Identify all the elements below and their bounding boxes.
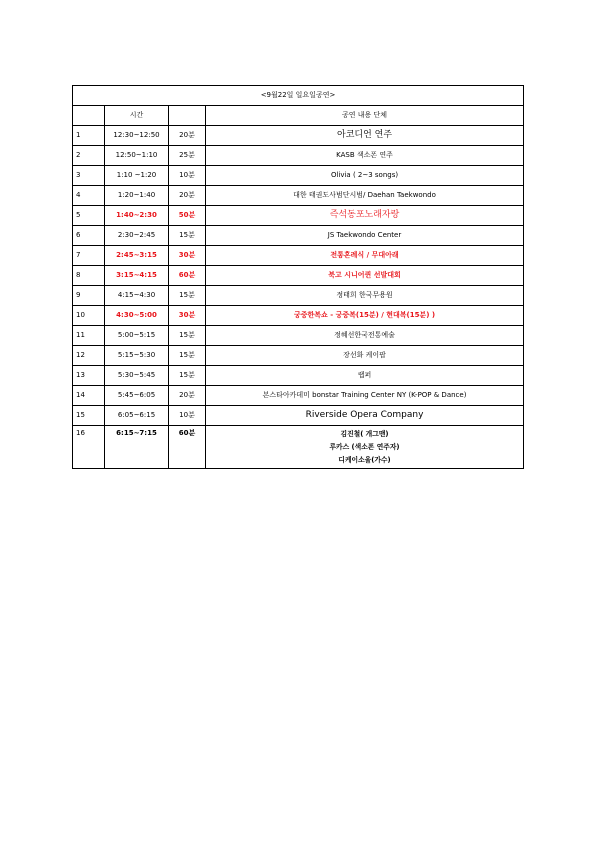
row-duration: 25분: [169, 146, 206, 166]
row-time: 1:20~1:40: [105, 186, 169, 206]
row-time: 5:00~5:15: [105, 326, 169, 346]
row-time: 4:15~4:30: [105, 286, 169, 306]
performance-line: Olivia ( 2~3 songs): [330, 171, 399, 179]
header-performance: 공연 내용 단체: [206, 106, 524, 126]
row-number: 11: [73, 326, 105, 346]
row-time: 6:15~7:15: [105, 426, 169, 469]
row-time: 3:15~4:15: [105, 266, 169, 286]
performance-line: 랩퍼: [357, 371, 372, 379]
row-performance: [206, 266, 524, 286]
row-number: 10: [73, 306, 105, 326]
table-row: [73, 426, 524, 469]
row-number: 12: [73, 346, 105, 366]
schedule-title: <9월22일 일요일공연>: [73, 86, 524, 106]
row-time: 5:45~6:05: [105, 386, 169, 406]
row-performance: [206, 146, 524, 166]
table-row: [73, 246, 524, 266]
table-row: [73, 186, 524, 206]
row-duration: 15분: [169, 286, 206, 306]
performance-line: 대한 태권도사범단시범/ Daehan Taekwondo: [293, 191, 436, 199]
table-row: [73, 326, 524, 346]
table-row: [73, 406, 524, 426]
row-time: 1:10 ~1:20: [105, 166, 169, 186]
row-performance: [206, 186, 524, 206]
performance-line: 북고 시니어퀸 선발대회: [328, 271, 401, 279]
row-number: 8: [73, 266, 105, 286]
table-row: [73, 126, 524, 146]
performance-line: 정태희 한국무용원: [336, 291, 393, 299]
table-row: [73, 146, 524, 166]
row-time: 2:45~3:15: [105, 246, 169, 266]
row-performance: [206, 346, 524, 366]
row-duration: 50분: [169, 206, 206, 226]
performance-line: KASB 색소폰 연주: [336, 151, 393, 159]
performance-line: 정혜선한국전통예술: [334, 331, 395, 339]
row-duration: 60분: [169, 426, 206, 469]
row-time: 1:40~2:30: [105, 206, 169, 226]
row-time: 12:50~1:10: [105, 146, 169, 166]
row-duration: 30분: [169, 306, 206, 326]
header-time: 시간: [105, 106, 169, 126]
row-time: 2:30~2:45: [105, 226, 169, 246]
table-row: [73, 386, 524, 406]
row-time: 12:30~12:50: [105, 126, 169, 146]
row-number: 7: [73, 246, 105, 266]
row-duration: 20분: [169, 386, 206, 406]
header-duration: [169, 106, 206, 126]
row-performance: [206, 366, 524, 386]
row-duration: 60분: [169, 266, 206, 286]
row-duration: 10분: [169, 406, 206, 426]
row-time: 6:05~6:15: [105, 406, 169, 426]
row-duration: 15분: [169, 346, 206, 366]
row-number: 6: [73, 226, 105, 246]
performance-line: 김진철( 개그맨): [340, 429, 389, 438]
row-performance: [206, 326, 524, 346]
title-row: [73, 86, 524, 106]
row-number: 15: [73, 406, 105, 426]
row-duration: 20분: [169, 186, 206, 206]
row-number: 9: [73, 286, 105, 306]
row-number: 5: [73, 206, 105, 226]
row-duration: 30분: [169, 246, 206, 266]
row-performance: [206, 386, 524, 406]
performance-line: JS Taekwondo Center: [327, 231, 402, 239]
row-duration: 15분: [169, 366, 206, 386]
row-performance: [206, 426, 524, 469]
performance-line: 즉석동포노래자랑: [329, 210, 400, 220]
row-duration: 15분: [169, 226, 206, 246]
header-no: [73, 106, 105, 126]
row-performance: [206, 406, 524, 426]
row-time: 5:15~5:30: [105, 346, 169, 366]
row-performance: [206, 246, 524, 266]
row-performance: [206, 306, 524, 326]
performance-line: 본스타아카데미 bonstar Training Center NY (K-POP & Dance): [262, 391, 467, 399]
header-row: [73, 106, 524, 126]
row-performance: [206, 206, 524, 226]
performance-line: 루카스 (색소폰 연주자): [329, 442, 400, 451]
table-row: [73, 166, 524, 186]
row-number: 14: [73, 386, 105, 406]
row-time: 5:30~5:45: [105, 366, 169, 386]
table-row: [73, 366, 524, 386]
table-row: [73, 266, 524, 286]
row-performance: [206, 166, 524, 186]
row-number: 13: [73, 366, 105, 386]
table-row: [73, 226, 524, 246]
row-time: 4:30~5:00: [105, 306, 169, 326]
row-duration: 20분: [169, 126, 206, 146]
performance-line: 궁중한복쇼 - 궁중복(15분) / 현대복(15분) ): [294, 311, 436, 319]
table-row: [73, 206, 524, 226]
row-performance: [206, 286, 524, 306]
row-performance: [206, 226, 524, 246]
table-row: [73, 346, 524, 366]
table-row: [73, 306, 524, 326]
row-number: 3: [73, 166, 105, 186]
row-duration: 15분: [169, 326, 206, 346]
performance-line: 전통혼례식 / 무대아래: [330, 251, 399, 259]
performance-line: Riverside Opera Company: [305, 410, 424, 420]
row-number: 2: [73, 146, 105, 166]
row-duration: 10분: [169, 166, 206, 186]
row-number: 16: [73, 426, 105, 469]
schedule-table: [72, 85, 524, 469]
row-number: 4: [73, 186, 105, 206]
performance-line: 장선화 케이팝: [343, 351, 386, 359]
row-performance: [206, 126, 524, 146]
performance-line: 디케이소울(가수): [338, 455, 391, 464]
row-number: 1: [73, 126, 105, 146]
table-row: [73, 286, 524, 306]
performance-line: 아코디언 연주: [337, 130, 393, 140]
